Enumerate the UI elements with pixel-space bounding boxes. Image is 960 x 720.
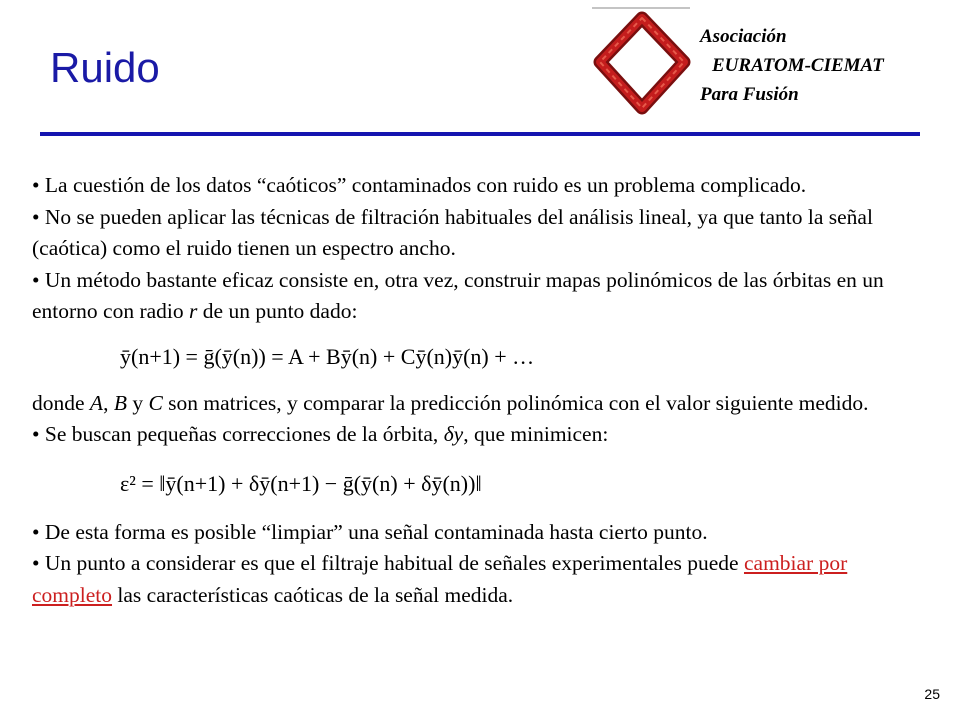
equation-2-image xyxy=(32,457,632,509)
delta-y-variable: δy xyxy=(443,422,464,446)
page-number: 25 xyxy=(924,686,940,702)
logo-line-3: Para Fusión xyxy=(700,84,799,105)
equation-1-text: ȳ(n+1) = ḡ(ȳ(n)) = A + Bȳ(n) + Cȳ(n)ȳ(n) + … xyxy=(120,343,535,369)
organization-name xyxy=(700,22,884,109)
title-divider xyxy=(40,132,920,136)
text: • Se buscan pequeñas correcciones de la órbita, xyxy=(32,422,444,446)
text: las características caóticas de la señal medida. xyxy=(112,582,514,607)
radius-variable: r xyxy=(189,299,198,323)
euratom-ciemat-logo xyxy=(586,4,698,124)
cambiar-por-completo-link[interactable]: cambiar por completo xyxy=(32,551,848,607)
text: de un punto dado: xyxy=(197,299,358,323)
equation-2-text: ε² = ‖ȳ(n+1) + δȳ(n+1) − ḡ(ȳ(n) + δȳ(n))‖ xyxy=(120,470,482,496)
bullet-filtering-warning xyxy=(32,548,932,611)
text: , que minimicen: xyxy=(463,422,609,446)
polynomial-map-equation xyxy=(32,328,932,388)
bullet-orbit-corrections xyxy=(32,419,932,451)
matrix-b: B xyxy=(113,390,127,415)
text: y xyxy=(126,390,149,415)
bullet-cleaning-signal: • De esta forma es posible “limpiar” una señal contaminada hasta cierto punto. xyxy=(32,519,708,544)
text: • Un punto a considerar es que el filtraje habitual de señales experimentales puede xyxy=(32,551,744,575)
equation-1-image xyxy=(32,330,632,382)
logo-line-1: Asociación xyxy=(700,26,787,47)
text: • Un método bastante eficaz consiste en, otra vez, construir mapas polinómicos de las órbitas en un entorno con radio xyxy=(32,267,884,323)
matrices-explanation xyxy=(32,388,932,420)
slide-title: Ruido xyxy=(50,44,160,91)
text: , xyxy=(103,390,114,415)
matrix-a: A xyxy=(89,390,104,415)
matrix-c: C xyxy=(148,390,163,415)
slide-body xyxy=(32,170,932,611)
text: donde xyxy=(32,390,90,415)
bullet-linear-filtering: • No se pueden aplicar las técnicas de filtración habituales del análisis lineal, ya que tanto la señal (caótica) como el ruido tienen un espectro ancho. xyxy=(32,204,873,260)
text: son matrices, y comparar la predicción polinómica con el valor siguiente medido. xyxy=(162,390,869,415)
bullet-polynomial-maps xyxy=(32,265,932,328)
minimization-equation xyxy=(32,451,932,517)
logo-line-2: EURATOM-CIEMAT xyxy=(712,55,884,76)
bullet-noise-problem: • La cuestión de los datos “caóticos” contaminados con ruido es un problema complicado. xyxy=(32,173,807,197)
